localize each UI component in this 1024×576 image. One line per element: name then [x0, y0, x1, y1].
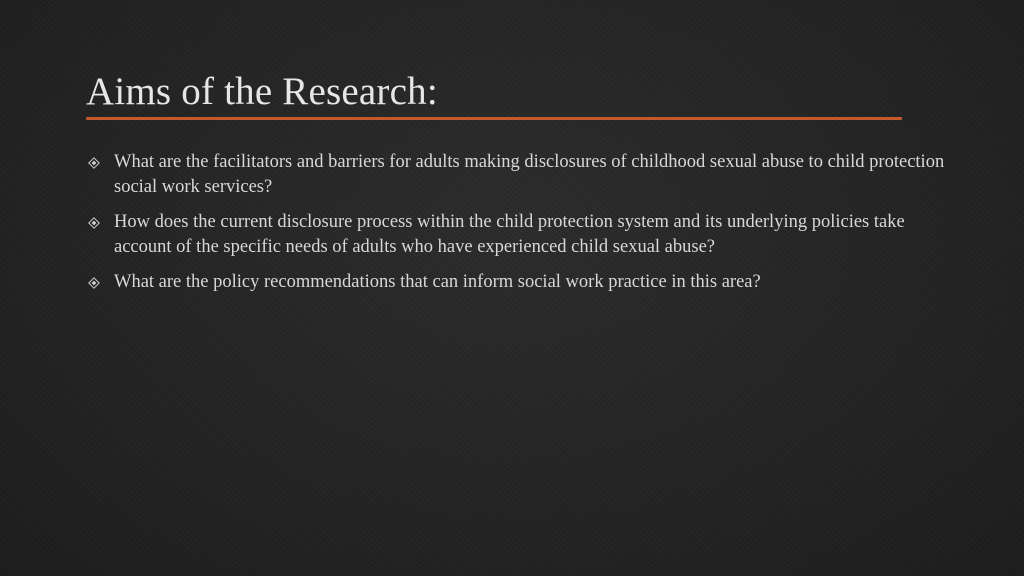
- bullet-text: What are the facilitators and barriers for adults making disclosures of childhood sexual abuse to child protection social work services?: [114, 152, 945, 197]
- list-item: [88, 270, 948, 295]
- diamond-bullet-icon: [88, 210, 114, 229]
- list-item: [88, 210, 948, 260]
- slide-title: Aims of the Research:: [86, 70, 438, 113]
- bullet-list: [88, 150, 948, 305]
- bullet-text: How does the current disclosure process within the child protection system and its underlying policies take account of the specific needs of adults who have experienced child sexual abuse?: [114, 212, 905, 257]
- list-item: [88, 150, 948, 200]
- bullet-text: What are the policy recommendations that can inform social work practice in this area?: [114, 272, 761, 292]
- title-underline: [86, 117, 902, 120]
- diamond-bullet-icon: [88, 270, 114, 289]
- diamond-bullet-icon: [88, 150, 114, 169]
